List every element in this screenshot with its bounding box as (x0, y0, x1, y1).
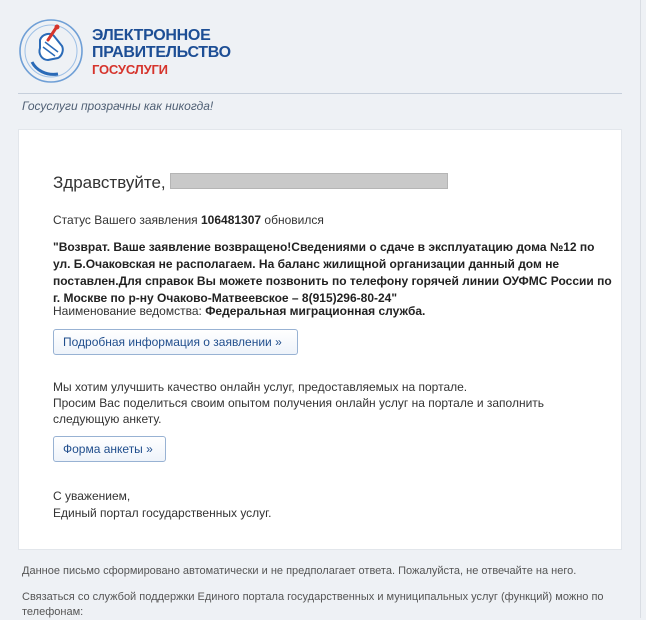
logo-line-electronic: ЭЛЕКТРОННОЕ (92, 27, 211, 44)
logo-line-government: ПРАВИТЕЛЬСТВО (92, 44, 231, 61)
survey-invitation-line2: Просим Вас поделиться своим опытом получения онлайн услуг на портале и заполнить следующую анкету. (53, 396, 545, 426)
header-tagline: Госуслуги прозрачны как никогда! (22, 99, 214, 113)
application-details-button[interactable]: Подробная информация о заявлении » (53, 329, 298, 355)
survey-invitation-line1: Мы хотим улучшить качество онлайн услуг, предоставляемых на портале. (53, 380, 468, 394)
logo-line-gosuslugi: ГОСУСЛУГИ (92, 62, 168, 77)
status-suffix: обновился (264, 213, 324, 227)
redacted-recipient-name (170, 173, 448, 189)
department-line (53, 304, 425, 318)
department-label: Наименование ведомства: (53, 304, 202, 318)
signoff-line1: С уважением, (53, 489, 131, 503)
status-prefix: Статус Вашего заявления (53, 213, 198, 227)
signoff (53, 488, 271, 522)
email-header (0, 0, 640, 120)
header-divider (18, 93, 622, 94)
status-line (53, 213, 324, 227)
survey-form-button[interactable]: Форма анкеты » (53, 436, 166, 462)
survey-invitation (53, 379, 573, 427)
department-value: Федеральная миграционная служба. (205, 304, 426, 318)
application-number: 106481307 (201, 213, 262, 227)
email-body-card (18, 129, 622, 550)
greeting (53, 173, 448, 193)
signoff-line2: Единый портал государственных услуг. (53, 506, 272, 520)
gosuslugi-emblem-icon (18, 18, 84, 84)
status-message: "Возврат. Ваше заявление возвращено!Сведениями о сдаче в эксплуатацию дома №12 по ул. Б.Очаковская не располагаем. На баланс жилищной организации данный дом не поставлен.Для справок Вы можете позвонить по телефону горячей линии ОУФМС России по г. Москве по р-ну Очаково-Матвеевское – 8(915)296-80-24" (53, 240, 612, 305)
support-contact-text: Связаться со службой поддержки Единого портала государственных и муниципальных услуг (функций) можно по телефонам: (22, 591, 604, 618)
page-right-border (640, 0, 641, 618)
greeting-text: Здравствуйте, (53, 173, 166, 192)
auto-generated-notice: Данное письмо сформировано автоматически и не предполагает ответа. Пожалуйста, не отвечайте на него. (22, 565, 577, 577)
logo-wordmark (92, 27, 231, 78)
